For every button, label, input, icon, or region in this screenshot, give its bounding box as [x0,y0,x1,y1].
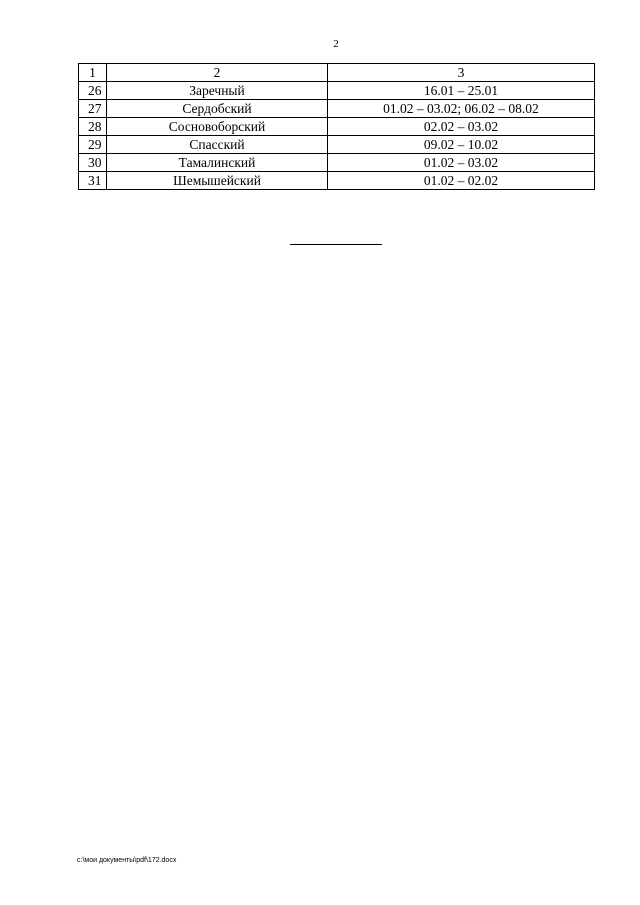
row-number: 27 [79,100,107,118]
date-range: 16.01 – 25.01 [328,82,595,100]
date-range: 02.02 – 03.02 [328,118,595,136]
footer-file-path: c:\мои документы\pdf\172.docx [77,857,177,864]
date-range: 01.02 – 03.02 [328,154,595,172]
page-number: 2 [333,38,339,50]
district-name: Шемышейский [107,172,328,190]
end-of-document-rule [290,244,382,245]
row-number: 30 [79,154,107,172]
date-range: 01.02 – 03.02; 06.02 – 08.02 [328,100,595,118]
district-name: Тамалинский [107,154,328,172]
table-row [79,82,595,100]
row-number: 31 [79,172,107,190]
table-row [79,154,595,172]
table-row [79,100,595,118]
table-header-row [79,64,595,82]
schedule-table [78,63,595,190]
district-name: Сосновоборский [107,118,328,136]
row-number: 26 [79,82,107,100]
header-cell-2: 2 [107,64,328,82]
header-cell-1: 1 [79,64,107,82]
district-name: Спасский [107,136,328,154]
row-number: 28 [79,118,107,136]
row-number: 29 [79,136,107,154]
table-row [79,118,595,136]
date-range: 01.02 – 02.02 [328,172,595,190]
district-name: Сердобский [107,100,328,118]
table-row [79,136,595,154]
district-name: Заречный [107,82,328,100]
date-range: 09.02 – 10.02 [328,136,595,154]
table-row [79,172,595,190]
header-cell-3: 3 [328,64,595,82]
